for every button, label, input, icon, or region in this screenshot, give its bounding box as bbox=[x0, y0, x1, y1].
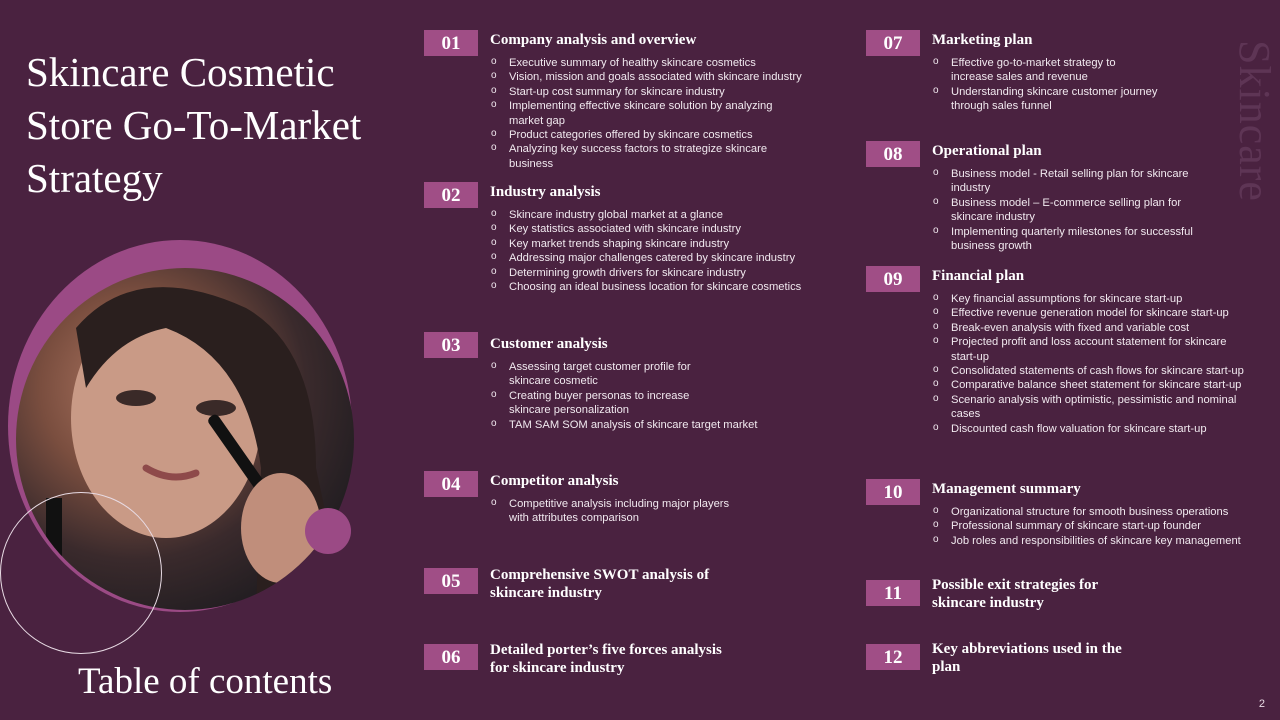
outline-circle bbox=[0, 492, 162, 654]
section-items bbox=[490, 208, 840, 294]
section-items bbox=[932, 292, 1267, 436]
list-item: o Key financial assumptions for skincare start-up bbox=[932, 292, 1267, 306]
list-item: o Key statistics associated with skincare industry bbox=[490, 222, 840, 236]
list-item: o Product categories offered by skincare cosmetics bbox=[490, 128, 840, 142]
list-item: o Key market trends shaping skincare industry bbox=[490, 237, 840, 251]
list-item: o Implementing quarterly milestones for successful business growth bbox=[932, 225, 1236, 254]
section-heading[interactable]: Financial plan bbox=[932, 268, 1025, 284]
section-number: 09 bbox=[866, 266, 920, 292]
section-heading[interactable]: Marketing plan bbox=[932, 32, 1033, 48]
list-item: o Job roles and responsibilities of skincare key management bbox=[932, 534, 1272, 548]
section-heading[interactable]: Customer analysis bbox=[490, 336, 608, 352]
section-number: 12 bbox=[866, 644, 920, 670]
list-item: o Determining growth drivers for skincare industry bbox=[490, 266, 840, 280]
vertical-watermark-text: Skincare bbox=[1230, 40, 1279, 202]
list-item: o Professional summary of skincare start-up founder bbox=[932, 519, 1272, 533]
section-items bbox=[490, 497, 730, 526]
section-number: 11 bbox=[866, 580, 920, 606]
section-heading[interactable]: Competitor analysis bbox=[490, 473, 619, 489]
section-number: 01 bbox=[424, 30, 478, 56]
list-item: o Implementing effective skincare solution by analyzing market gap bbox=[490, 99, 799, 128]
section-number: 07 bbox=[866, 30, 920, 56]
list-item: o Start-up cost summary for skincare industry bbox=[490, 85, 840, 99]
table-of-contents-label: Table of contents bbox=[78, 661, 333, 702]
list-item: o TAM SAM SOM analysis of skincare target market bbox=[490, 418, 840, 432]
list-item: o Assessing target customer profile for skincare cosmetic bbox=[490, 360, 719, 389]
section-items bbox=[932, 167, 1232, 253]
list-item: o Creating buyer personas to increase skincare personalization bbox=[490, 389, 729, 418]
list-item: o Effective revenue generation model for skincare start-up bbox=[932, 306, 1267, 320]
section-number: 06 bbox=[424, 644, 478, 670]
list-item: o Break-even analysis with fixed and variable cost bbox=[932, 321, 1267, 335]
page-title: Skincare Cosmetic Store Go-To-Market Strategy bbox=[26, 49, 362, 201]
list-item: o Competitive analysis including major players with attributes comparison bbox=[490, 497, 730, 526]
section-number: 08 bbox=[866, 141, 920, 167]
section-heading[interactable]: Key abbreviations used in the plan bbox=[932, 641, 1122, 675]
section-number: 04 bbox=[424, 471, 478, 497]
section-items bbox=[932, 56, 1182, 114]
list-item: o Projected profit and loss account statement for skincare start-up bbox=[932, 335, 1231, 364]
list-item: o Executive summary of healthy skincare cosmetics bbox=[490, 56, 840, 70]
list-item: o Comparative balance sheet statement for skincare start-up bbox=[932, 378, 1267, 392]
list-item: o Discounted cash flow valuation for skincare start-up bbox=[932, 422, 1267, 436]
list-item: o Vision, mission and goals associated with skincare industry bbox=[490, 70, 840, 84]
list-item: o Skincare industry global market at a glance bbox=[490, 208, 840, 222]
section-heading[interactable]: Management summary bbox=[932, 481, 1081, 497]
section-heading[interactable]: Company analysis and overview bbox=[490, 32, 697, 48]
list-item: o Addressing major challenges catered by skincare industry bbox=[490, 251, 840, 265]
section-heading[interactable]: Industry analysis bbox=[490, 184, 601, 200]
section-items bbox=[932, 505, 1272, 548]
list-item: o Choosing an ideal business location for skincare cosmetics bbox=[490, 280, 840, 294]
list-item: o Understanding skincare customer journey through sales funnel bbox=[932, 85, 1191, 114]
list-item: o Analyzing key success factors to strategize skincare business bbox=[490, 142, 769, 171]
accent-dot bbox=[305, 508, 351, 554]
list-item: o Business model – E-commerce selling plan for skincare industry bbox=[932, 196, 1221, 225]
section-items bbox=[490, 56, 840, 171]
section-heading[interactable]: Operational plan bbox=[932, 143, 1042, 159]
section-number: 10 bbox=[866, 479, 920, 505]
section-heading[interactable]: Comprehensive SWOT analysis of skincare industry bbox=[490, 567, 710, 601]
section-items bbox=[490, 360, 840, 432]
list-item: o Consolidated statements of cash flows for skincare start-up bbox=[932, 364, 1251, 378]
list-item: o Business model - Retail selling plan for skincare industry bbox=[932, 167, 1191, 196]
section-heading[interactable]: Possible exit strategies for skincare industry bbox=[932, 577, 1098, 611]
list-item: o Organizational structure for smooth business operations bbox=[932, 505, 1272, 519]
section-number: 05 bbox=[424, 568, 478, 594]
list-item: o Scenario analysis with optimistic, pessimistic and nominal cases bbox=[932, 393, 1241, 422]
section-number: 03 bbox=[424, 332, 478, 358]
page-number: 2 bbox=[1258, 698, 1265, 710]
section-number: 02 bbox=[424, 182, 478, 208]
list-item: o Effective go-to-market strategy to increase sales and revenue bbox=[932, 56, 1151, 85]
section-heading[interactable]: Detailed porter’s five forces analysis for skincare industry bbox=[490, 642, 722, 676]
